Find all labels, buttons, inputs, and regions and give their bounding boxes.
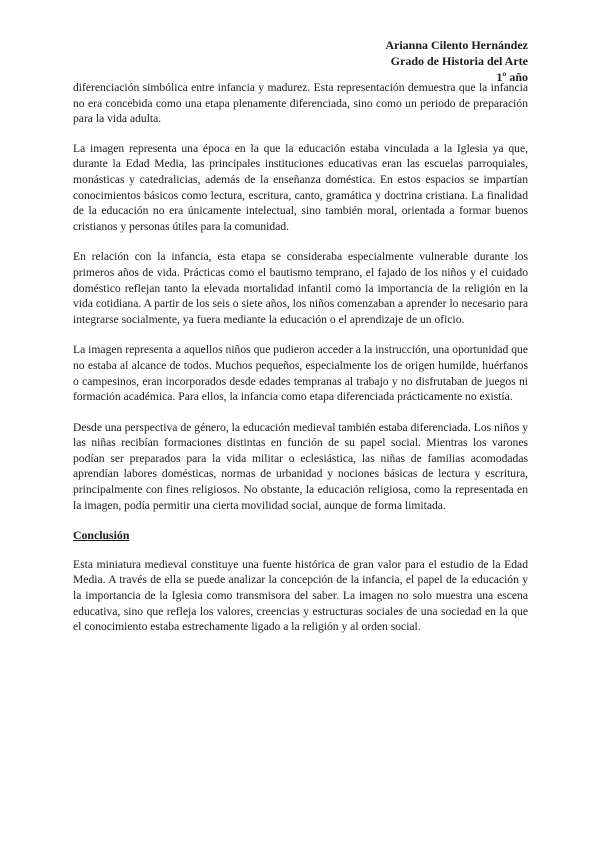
degree-name: Grado de Historia del Arte [390,54,528,68]
paragraph: La imagen representa a aquellos niños que pudieron acceder a la instrucción, una oportunidad que no estaba al alcance de todos. Muchos pequeños, especialmente los de origen humilde, huérfanos o campesinos, eran incorporados desde edades tempranas al trabajo y no disfrutaban de juegos ni formación académica. Para ellos, la infancia como etapa diferenciada prácticamente no existía. [73,343,528,404]
author-name: Arianna Cilento Hernández [385,38,528,52]
paragraph: Desde una perspectiva de género, la educación medieval también estaba diferenciada. Los niños y las niñas recibían formaciones distintas en función de su papel social. Mientras los varones podían ser preparados para la vida militar o eclesiástica, las niñas de familias acomodadas aprendían labores domésticas, normas de urbanidad y nociones básicas de lectura y escritura, principalmente con fines religiosos. No obstante, la educación religiosa, como la representada en la imagen, podía permitir una cierta movilidad social, aunque de forma limitada. [73,420,528,512]
paragraph: diferenciación simbólica entre infancia y madurez. Esta representación demuestra que la infancia no era concebida como una etapa plenamente diferenciada, sino como un periodo de preparación para la vida adulta. [73,81,528,126]
page-header [385,37,528,85]
paragraph: La imagen representa una época en la que la educación estaba vinculada a la Iglesia ya que, durante la Edad Media, las principales instituciones educativas eran las escuelas parroquiales, monásticas y catedralicias, además de la enseñanza doméstica. En estos espacios se impartían conocimientos básicos como lectura, escritura, canto, gramática y doctrina cristiana. La finalidad de la educación no era únicamente intelectual, sino también moral, orientada a formar buenos cristianos y personas útiles para la comunidad. [73,141,528,233]
document-body [73,80,528,650]
conclusion-paragraph: Esta miniatura medieval constituye una fuente histórica de gran valor para el estudio de la Edad Media. A través de ella se puede analizar la concepción de la infancia, el papel de la educación y la importancia de la Iglesia como transmisora del saber. La imagen no solo muestra una escena educativa, sino que refleja los valores, creencias y estructuras sociales de una sociedad en la que el conocimiento estaba estrechamente ligado a la religión y al orden social. [73,557,528,634]
section-heading: Conclusión [73,528,130,543]
course-year: 1º año [496,70,528,84]
paragraph: En relación con la infancia, esta etapa se consideraba especialmente vulnerable durante los primeros años de vida. Prácticas como el bautismo temprano, el fajado de los niños y el cuidado doméstico reflejan tanto la elevada mortalidad infantil como la importancia de la religión en la vida cotidiana. A partir de los seis o siete años, los niños comenzaban a aprender lo necesario para integrarse socialmente, ya fuera mediante la educación o el aprendizaje de un oficio. [73,250,528,326]
